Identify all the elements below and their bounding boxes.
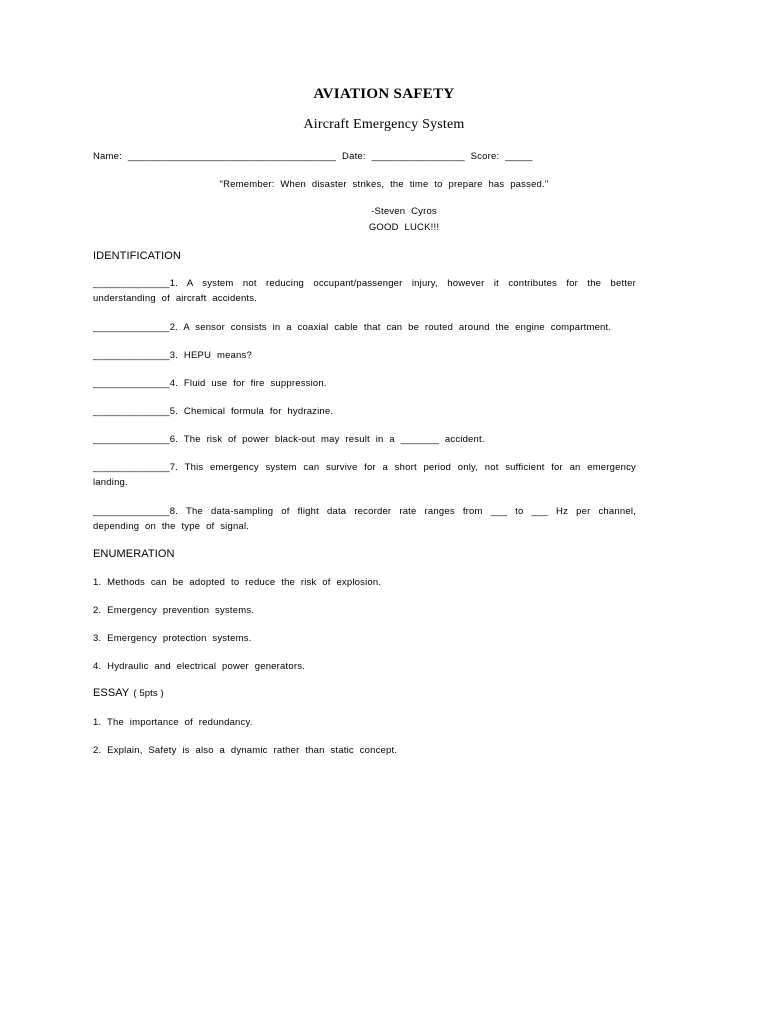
document-title: AVIATION SAFETY — [313, 86, 455, 102]
quote-text: "Remember: When disaster strikes, the time to prepare has passed." — [219, 179, 549, 190]
identification-item-7: ______________7. This emergency system can survive for a short period only, not sufficient for an emergency landing. — [93, 462, 636, 488]
essay-item-2: 2. Explain, Safety is also a dynamic rather than static concept. — [93, 745, 398, 756]
identification-item-8: ______________8. The data-sampling of flight data recorder rate ranges from ___ to ___ Hz per channel, depending on the type of signal. — [93, 506, 636, 532]
good-luck-text: GOOD LUCK!!! — [368, 222, 440, 233]
identification-heading: IDENTIFICATION — [93, 250, 181, 262]
essay-heading — [93, 687, 164, 699]
quote-author: -Steven Cyros — [371, 206, 437, 217]
identification-item-1: ______________1. A system not reducing occupant/passenger injury, however it contributes for the better understanding of aircraft accidents. — [93, 278, 636, 304]
identification-item-5: ______________5. Chemical formula for hydrazine. — [93, 406, 334, 417]
identification-item-6: ______________6. The risk of power black-out may result in a _______ accident. — [93, 434, 485, 445]
identification-item-2: ______________2. A sensor consists in a coaxial cable that can be routed around the engine compartment. — [93, 322, 612, 333]
essay-points: ( 5pts ) — [133, 688, 164, 699]
essay-heading-label: ESSAY — [93, 687, 130, 699]
document-subtitle: Aircraft Emergency System — [303, 117, 465, 132]
name-date-score-line: Name: ______________________________________ Date: _________________ Score: _____ — [93, 151, 533, 162]
essay-item-1: 1. The importance of redundancy. — [93, 717, 253, 728]
identification-item-3: ______________3. HEPU means? — [93, 350, 252, 361]
enumeration-item-3: 3. Emergency protection systems. — [93, 633, 252, 644]
enumeration-item-1: 1. Methods can be adopted to reduce the risk of explosion. — [93, 577, 382, 588]
enumeration-heading: ENUMERATION — [93, 548, 175, 560]
enumeration-item-4: 4. Hydraulic and electrical power generators. — [93, 661, 305, 672]
enumeration-item-2: 2. Emergency prevention systems. — [93, 605, 255, 616]
identification-item-4: ______________4. Fluid use for fire suppression. — [93, 378, 327, 389]
